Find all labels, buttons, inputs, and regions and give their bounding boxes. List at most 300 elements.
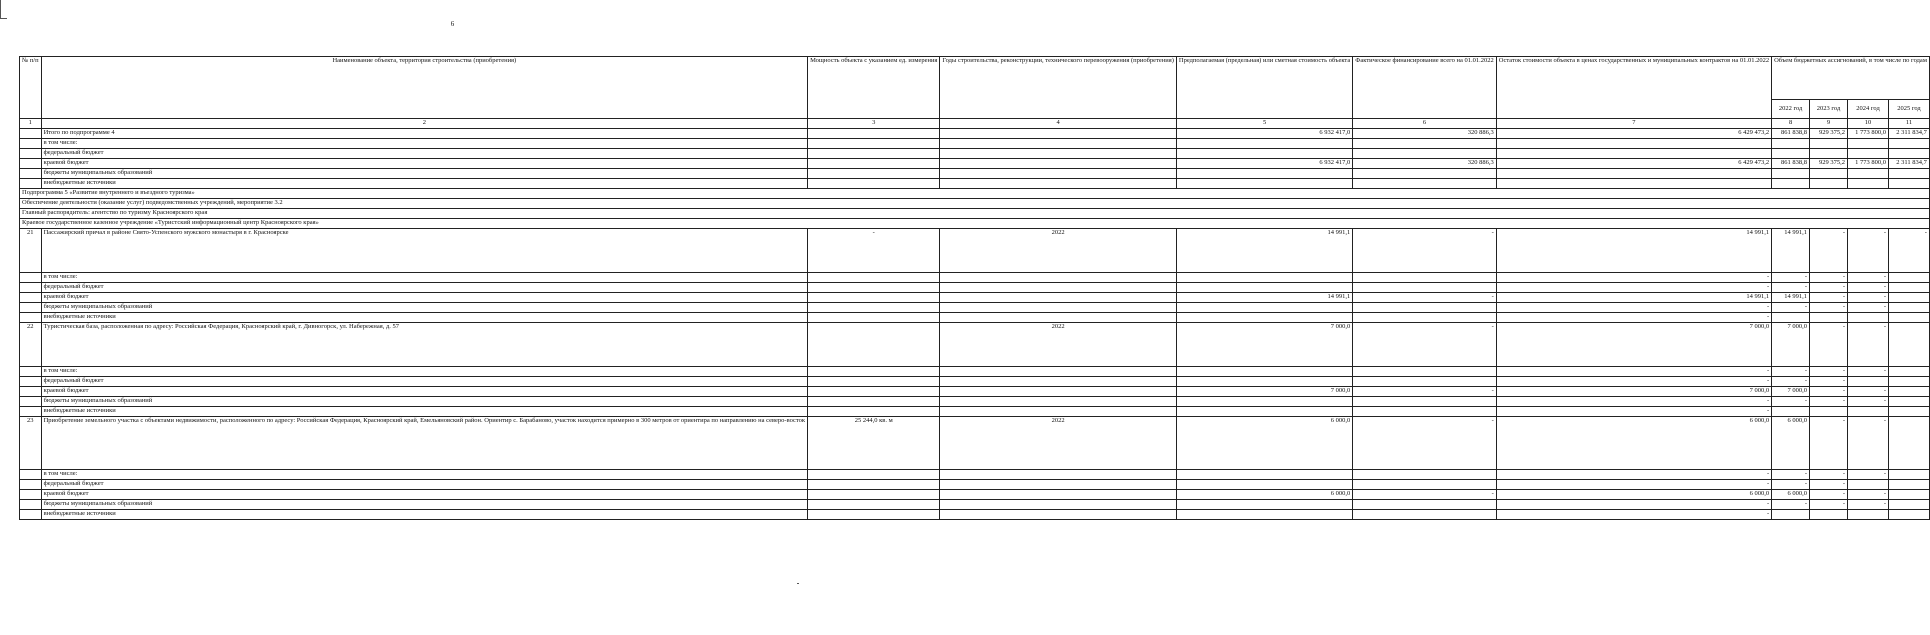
- extra-row: [20, 510, 1930, 520]
- dash-cell: -: [1810, 377, 1848, 387]
- cell: [940, 159, 1176, 169]
- page-number: 6: [450, 20, 455, 28]
- regional-row: [20, 293, 1930, 303]
- cell: [808, 303, 940, 313]
- object-2022: 7 000,0: [1772, 323, 1810, 367]
- value-cell: 14 991,1: [1496, 293, 1771, 303]
- col-num-3: 3: [808, 119, 940, 129]
- cell: [1176, 470, 1352, 480]
- value-cell: 7 000,0: [1772, 387, 1810, 397]
- object-years: 2022: [940, 229, 1176, 273]
- dash-cell: -: [1772, 397, 1810, 407]
- object-2024: -: [1847, 323, 1888, 367]
- cell: [808, 169, 940, 179]
- header-cost: Предполагаемая (предельная) или сметная стоимость объекта: [1176, 57, 1352, 119]
- cell: [1176, 510, 1352, 520]
- object-2022: 6 000,0: [1772, 417, 1810, 470]
- header-paid: Фактическое финансирование всего на 01.01.2022: [1353, 57, 1497, 119]
- object-cost: 6 000,0: [1176, 417, 1352, 470]
- cell: [1772, 313, 1810, 323]
- cell: [1847, 377, 1888, 387]
- cell: [20, 139, 42, 149]
- cell: [1889, 313, 1930, 323]
- object-2025: -: [1889, 229, 1930, 273]
- header-2022: 2022 год: [1772, 100, 1810, 119]
- cell: [940, 480, 1176, 490]
- dash-cell: -: [1772, 500, 1810, 510]
- object-row: [20, 229, 1930, 273]
- col-num-7: 7: [1496, 119, 1771, 129]
- cell: [1810, 407, 1848, 417]
- cell: [1353, 169, 1497, 179]
- cell: [1353, 500, 1497, 510]
- row-label: федеральный бюджет: [41, 283, 807, 293]
- cell: [940, 303, 1176, 313]
- object-number: 21: [20, 229, 42, 273]
- header-name: Наименование объекта, территория строительства (приобретения): [41, 57, 807, 119]
- cell: [808, 293, 940, 303]
- cell: [1353, 470, 1497, 480]
- cell: [1176, 377, 1352, 387]
- col-num-11: 11: [1889, 119, 1930, 129]
- cell: [1847, 510, 1888, 520]
- cell: [808, 407, 940, 417]
- cell: [940, 293, 1176, 303]
- dash-cell: -: [1496, 273, 1771, 283]
- extra-row: [20, 407, 1930, 417]
- scan-speck: [797, 583, 799, 584]
- row-label: бюджеты муниципальных образований: [41, 500, 807, 510]
- cell: [1772, 139, 1810, 149]
- cell: [1176, 303, 1352, 313]
- cell: [1889, 179, 1930, 189]
- dash-cell: -: [1496, 303, 1771, 313]
- section-text: Краевое государственное казенное учреждение «Туристский информационный центр Красноярского края»: [20, 219, 1930, 229]
- subtotal-regional-row: [20, 159, 1930, 169]
- row-label: бюджеты муниципальных образований: [41, 303, 807, 313]
- object-number: 23: [20, 417, 42, 470]
- object-2023: -: [1810, 323, 1848, 367]
- header-2025: 2025 год: [1889, 100, 1930, 119]
- cell: [940, 129, 1176, 139]
- subtotal-municipal-row: [20, 169, 1930, 179]
- col-num-9: 9: [1810, 119, 1848, 129]
- cell: [20, 470, 42, 480]
- dash-cell: -: [1810, 500, 1848, 510]
- object-number: 22: [20, 323, 42, 367]
- cell: [808, 313, 940, 323]
- value-cell: 14 991,1: [1176, 293, 1352, 303]
- dash-cell: -: [1847, 293, 1888, 303]
- cell: [1889, 397, 1930, 407]
- dash-cell: -: [1496, 283, 1771, 293]
- cell: [1496, 149, 1771, 159]
- dash-cell: -: [1496, 480, 1771, 490]
- cell: [1772, 179, 1810, 189]
- value-cell: 929 375,2: [1810, 159, 1848, 169]
- object-name: Пассажирский причал в районе Свято-Успенского мужского монастыря в г. Красноярске: [41, 229, 807, 273]
- cell: [940, 470, 1176, 480]
- dash-cell: -: [1810, 367, 1848, 377]
- cell: [1772, 169, 1810, 179]
- municipal-row: [20, 303, 1930, 313]
- cell: [808, 470, 940, 480]
- cell: [1889, 417, 1930, 470]
- cell: [808, 500, 940, 510]
- row-label: внебюджетные источники: [41, 313, 807, 323]
- cell: [1496, 139, 1771, 149]
- cell: [940, 283, 1176, 293]
- cell: [1889, 480, 1930, 490]
- dash-cell: -: [1810, 283, 1848, 293]
- object-rest: 7 000,0: [1496, 323, 1771, 367]
- dash-cell: -: [1847, 490, 1888, 500]
- object-cost: 7 000,0: [1176, 323, 1352, 367]
- cell: [1176, 149, 1352, 159]
- extra-row: [20, 313, 1930, 323]
- regional-row: [20, 387, 1930, 397]
- dash-cell: -: [1810, 490, 1848, 500]
- dash-cell: -: [1496, 407, 1771, 417]
- cell: [1353, 179, 1497, 189]
- cell: [1889, 367, 1930, 377]
- value-cell: 6 429 473,2: [1496, 159, 1771, 169]
- dash-cell: -: [1772, 377, 1810, 387]
- object-capacity: [808, 323, 940, 367]
- object-cost: 14 991,1: [1176, 229, 1352, 273]
- cell: [1889, 377, 1930, 387]
- cell: [20, 500, 42, 510]
- cell: [1810, 510, 1848, 520]
- value-cell: 320 886,3: [1353, 159, 1497, 169]
- dash-cell: -: [1847, 367, 1888, 377]
- cell: [1176, 283, 1352, 293]
- header-row-1: [20, 57, 1930, 100]
- cell: [20, 510, 42, 520]
- dash-cell: -: [1496, 377, 1771, 387]
- row-label: федеральный бюджет: [41, 480, 807, 490]
- cell: [20, 303, 42, 313]
- cell: [1847, 407, 1888, 417]
- section-line: [20, 209, 1930, 219]
- subtotal-cost: 6 932 417,0: [1176, 129, 1352, 139]
- incl-row: [20, 273, 1930, 283]
- object-row: [20, 417, 1930, 470]
- cell: [1847, 480, 1888, 490]
- cell: [1353, 149, 1497, 159]
- cell: [940, 169, 1176, 179]
- cell: [940, 397, 1176, 407]
- object-capacity: -: [808, 229, 940, 273]
- object-2023: -: [1810, 417, 1848, 470]
- cell: [808, 480, 940, 490]
- page-corner-mark: [0, 0, 7, 19]
- cell: [20, 367, 42, 377]
- object-capacity: 25 244,0 кв. м: [808, 417, 940, 470]
- cell: [20, 490, 42, 500]
- cell: [940, 149, 1176, 159]
- investment-table: [19, 56, 1930, 520]
- cell: [20, 407, 42, 417]
- cell: [1176, 169, 1352, 179]
- cell: [20, 179, 42, 189]
- cell: [1889, 510, 1930, 520]
- cell: [20, 293, 42, 303]
- cell: [1353, 480, 1497, 490]
- cell: [1353, 377, 1497, 387]
- value-cell: 6 932 417,0: [1176, 159, 1352, 169]
- object-years: 2022: [940, 417, 1176, 470]
- cell: [940, 367, 1176, 377]
- cell: [1496, 179, 1771, 189]
- cell: [1889, 490, 1930, 500]
- row-label: краевой бюджет: [41, 490, 807, 500]
- cell: [20, 149, 42, 159]
- col-num-10: 10: [1847, 119, 1888, 129]
- dash-cell: -: [1847, 500, 1888, 510]
- subtotal-incl-row: [20, 139, 1930, 149]
- dash-cell: -: [1810, 387, 1848, 397]
- cell: [1889, 303, 1930, 313]
- subtotal-row: [20, 129, 1930, 139]
- subtotal-2024: 1 773 800,0: [1847, 129, 1888, 139]
- value-cell: 6 000,0: [1176, 490, 1352, 500]
- column-numbers-row: [20, 119, 1930, 129]
- cell: [1847, 139, 1888, 149]
- dash-cell: -: [1810, 273, 1848, 283]
- cell: [20, 377, 42, 387]
- cell: [20, 313, 42, 323]
- cell: [808, 510, 940, 520]
- cell: [20, 480, 42, 490]
- incl-row: [20, 367, 1930, 377]
- row-label: внебюджетные источники: [41, 407, 807, 417]
- cell: [1176, 500, 1352, 510]
- dash-cell: -: [1847, 283, 1888, 293]
- cell: [808, 377, 940, 387]
- section-text: Подпрограмма 5 «Развитие внутреннего и въездного туризма»: [20, 189, 1930, 199]
- cell: [808, 397, 940, 407]
- regional-row: [20, 490, 1930, 500]
- row-label: бюджеты муниципальных образований: [41, 397, 807, 407]
- col-num-8: 8: [1772, 119, 1810, 129]
- cell: [1772, 407, 1810, 417]
- dash-cell: -: [1810, 397, 1848, 407]
- cell: [1176, 407, 1352, 417]
- dash-cell: -: [1772, 367, 1810, 377]
- value-cell: 6 000,0: [1496, 490, 1771, 500]
- dash-cell: -: [1810, 470, 1848, 480]
- cell: [940, 377, 1176, 387]
- cell: [940, 407, 1176, 417]
- cell: [1810, 139, 1848, 149]
- cell: [1176, 139, 1352, 149]
- col-num-5: 5: [1176, 119, 1352, 129]
- section-text: Обеспечение деятельности (оказание услуг) подведомственных учреждений, мероприятие 3.2: [20, 199, 1930, 209]
- cell: [808, 367, 940, 377]
- row-label: в том числе:: [41, 470, 807, 480]
- header-years: Годы строительства, реконструкции, технического перевооружения (приобретения): [940, 57, 1176, 119]
- cell: [1889, 283, 1930, 293]
- dash-cell: -: [1496, 500, 1771, 510]
- object-2024: -: [1847, 229, 1888, 273]
- cell: [1353, 283, 1497, 293]
- header-capacity: Мощность объекта с указанием ед. измерения: [808, 57, 940, 119]
- row-label: внебюджетные источники: [41, 179, 807, 189]
- subtotal-2022: 861 838,8: [1772, 129, 1810, 139]
- dash-cell: -: [1772, 480, 1810, 490]
- cell: [940, 510, 1176, 520]
- object-rest: 6 000,0: [1496, 417, 1771, 470]
- cell: [940, 273, 1176, 283]
- col-num-1: 1: [20, 119, 42, 129]
- cell: [1810, 169, 1848, 179]
- dash-cell: -: [1772, 470, 1810, 480]
- object-rest: 14 991,1: [1496, 229, 1771, 273]
- cell: [808, 283, 940, 293]
- row-label: краевой бюджет: [41, 293, 807, 303]
- cell: [1889, 149, 1930, 159]
- row-label: федеральный бюджет: [41, 149, 807, 159]
- cell: [1847, 313, 1888, 323]
- header-number: № п/п: [20, 57, 42, 119]
- dash-cell: -: [1847, 387, 1888, 397]
- dash-cell: -: [1847, 470, 1888, 480]
- federal-row: [20, 377, 1930, 387]
- cell: [1353, 313, 1497, 323]
- cell: [20, 273, 42, 283]
- dash-cell: -: [1772, 303, 1810, 313]
- dash-cell: -: [1772, 273, 1810, 283]
- cell: [20, 169, 42, 179]
- cell: [1353, 139, 1497, 149]
- municipal-row: [20, 397, 1930, 407]
- cell: [1810, 149, 1848, 159]
- cell: [940, 490, 1176, 500]
- cell: [1176, 367, 1352, 377]
- cell: [1847, 169, 1888, 179]
- row-label: краевой бюджет: [41, 387, 807, 397]
- dash-cell: -: [1772, 283, 1810, 293]
- col-num-2: 2: [41, 119, 807, 129]
- value-cell: 14 991,1: [1772, 293, 1810, 303]
- cell: [940, 179, 1176, 189]
- col-num-6: 6: [1353, 119, 1497, 129]
- dash-cell: -: [1496, 470, 1771, 480]
- cell: [1889, 387, 1930, 397]
- row-label: в том числе:: [41, 367, 807, 377]
- header-2024: 2024 год: [1847, 100, 1888, 119]
- cell: [20, 283, 42, 293]
- cell: [940, 313, 1176, 323]
- cell: [1889, 470, 1930, 480]
- dash-cell: -: [1353, 293, 1497, 303]
- dash-cell: -: [1847, 397, 1888, 407]
- subtotal-2023: 929 375,2: [1810, 129, 1848, 139]
- cell: [1889, 500, 1930, 510]
- object-paid: -: [1353, 323, 1497, 367]
- municipal-row: [20, 500, 1930, 510]
- cell: [1810, 313, 1848, 323]
- federal-row: [20, 480, 1930, 490]
- cell: [808, 139, 940, 149]
- object-name: Туристическая база, расположенная по адресу: Российская Федерация, Красноярский край, г. Дивногорск, ул. Набережная, д. 57: [41, 323, 807, 367]
- incl-row: [20, 470, 1930, 480]
- object-paid: -: [1353, 229, 1497, 273]
- section-line: [20, 199, 1930, 209]
- cell: [940, 387, 1176, 397]
- cell: [20, 159, 42, 169]
- section-line: [20, 219, 1930, 229]
- cell: [1353, 367, 1497, 377]
- cell: [1353, 510, 1497, 520]
- cell: [808, 387, 940, 397]
- cell: [940, 139, 1176, 149]
- cell: [1496, 169, 1771, 179]
- row-label: внебюджетные источники: [41, 510, 807, 520]
- cell: [1889, 293, 1930, 303]
- object-2024: -: [1847, 417, 1888, 470]
- value-cell: 6 000,0: [1772, 490, 1810, 500]
- subtotal-paid: 320 886,3: [1353, 129, 1497, 139]
- value-cell: 7 000,0: [1176, 387, 1352, 397]
- cell: [1176, 179, 1352, 189]
- object-years: 2022: [940, 323, 1176, 367]
- cell: [1810, 179, 1848, 189]
- cell: [1353, 397, 1497, 407]
- value-cell: 7 000,0: [1496, 387, 1771, 397]
- object-row: [20, 323, 1930, 367]
- row-label: в том числе:: [41, 139, 807, 149]
- row-label: краевой бюджет: [41, 159, 807, 169]
- cell: [940, 500, 1176, 510]
- cell: [1889, 323, 1930, 367]
- subtotal-name: Итого по подпрограмме 4: [41, 129, 807, 139]
- cell: [1176, 313, 1352, 323]
- subtotal-federal-row: [20, 149, 1930, 159]
- cell: [808, 490, 940, 500]
- value-cell: 861 838,8: [1772, 159, 1810, 169]
- cell: [1889, 273, 1930, 283]
- subtotal-rest: 6 429 473,2: [1496, 129, 1771, 139]
- cell: [1772, 149, 1810, 159]
- dash-cell: -: [1496, 397, 1771, 407]
- dash-cell: -: [1810, 303, 1848, 313]
- object-paid: -: [1353, 417, 1497, 470]
- dash-cell: -: [1353, 387, 1497, 397]
- dash-cell: -: [1847, 303, 1888, 313]
- cell: [20, 397, 42, 407]
- col-num-4: 4: [940, 119, 1176, 129]
- row-label: федеральный бюджет: [41, 377, 807, 387]
- subtotal-2025: 2 311 834,7: [1889, 129, 1930, 139]
- cell: [1353, 273, 1497, 283]
- row-label: в том числе:: [41, 273, 807, 283]
- dash-cell: -: [1847, 273, 1888, 283]
- dash-cell: -: [1496, 367, 1771, 377]
- cell: [20, 387, 42, 397]
- cell: [1176, 480, 1352, 490]
- cell: [20, 129, 42, 139]
- header-budget-group: Объем бюджетных ассигнований, в том числе по годам: [1772, 57, 1930, 100]
- cell: [1176, 397, 1352, 407]
- cell: [1353, 407, 1497, 417]
- cell: [1353, 303, 1497, 313]
- value-cell: 1 773 800,0: [1847, 159, 1888, 169]
- cell: [1847, 179, 1888, 189]
- dash-cell: -: [1353, 490, 1497, 500]
- section-text: Главный распорядитель: агентство по туризму Красноярского края: [20, 209, 1930, 219]
